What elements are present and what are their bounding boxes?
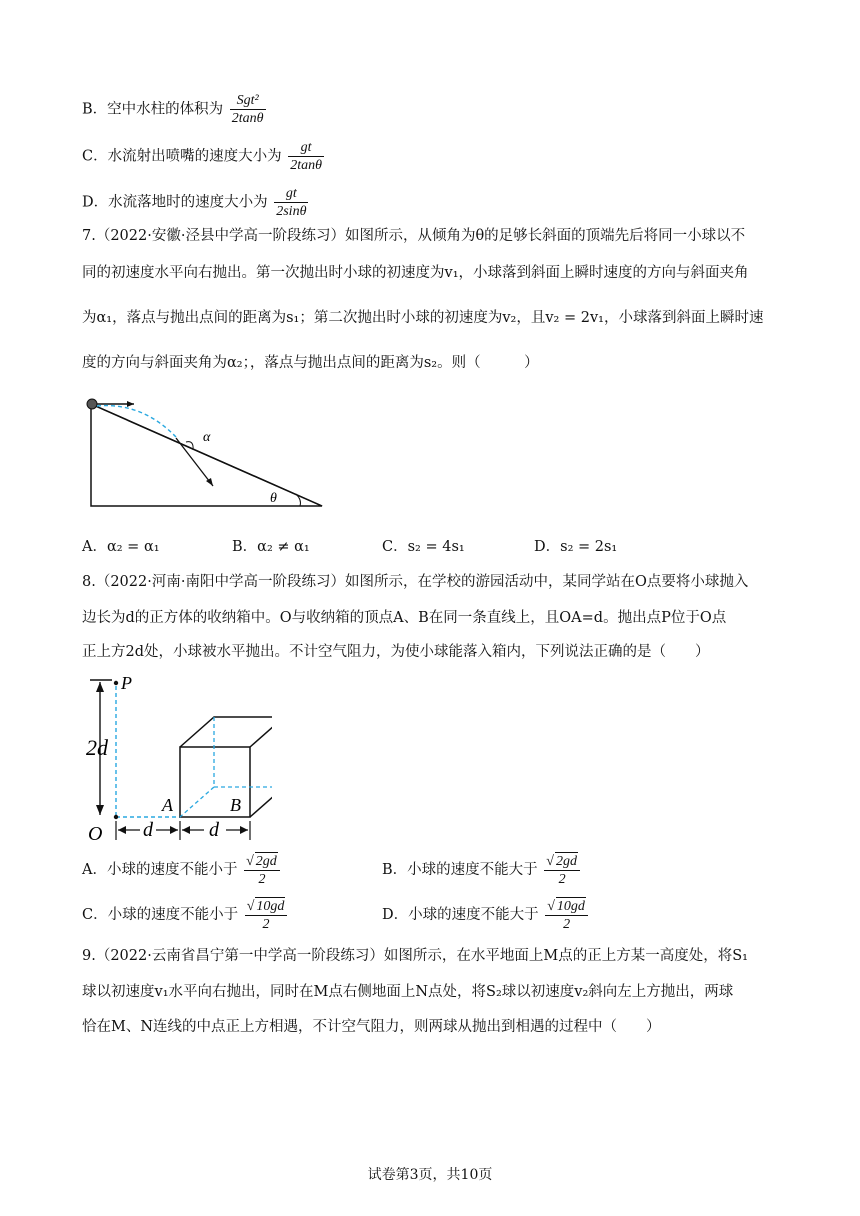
fraction: $\frac{gt}{2\tan\theta}$ <box>290 140 322 173</box>
q7-incline-figure <box>82 392 332 510</box>
option-d-q6: D．水流落地时的速度大小为 $\frac{gt}{2\sin\theta}$ <box>82 186 307 219</box>
q9-line-3: 恰在M、N连线的中点正上方相遇，不计空气阻力，则两球从抛出到相遇的过程中（ ） <box>82 1019 661 1035</box>
point-b-label: B <box>230 795 241 815</box>
option-b-q6: B．空中水柱的体积为 $\frac{\text{Sgt²}}{2\tan\theta}$ <box>82 93 264 126</box>
option-c-q6: C．水流射出喷嘴的速度大小为 $\frac{gt}{2\tan\theta}$ <box>82 140 322 173</box>
q7-line-4: 度的方向与斜面夹角为α₂；，落点与抛出点间的距离为s₂。则（ ） <box>82 355 539 371</box>
q8-option-d: D．小球的速度不能大于 $\frac{√ 10gd}{2}$ <box>382 897 590 933</box>
distance-d1-label: d <box>143 819 153 841</box>
theta-label: θ <box>270 491 277 506</box>
distance-d2-label: d <box>209 819 219 841</box>
q9-line-2: 球以初速度v₁水平向右抛出，同时在M点右侧地面上N点处，将S₂球以初速度v₂斜向左上方抛出，两球 <box>82 984 734 1000</box>
q7-line-1: 7.（2022·安徽·泾县中学高一阶段练习）如图所示，从倾角为θ的足够长斜面的顶端先后将同一小球以不 <box>82 228 746 244</box>
point-o-label: O <box>88 823 103 842</box>
point-p-label: P <box>121 673 132 693</box>
q7-line-2: 同的初速度水平向右抛出。第一次抛出时小球的初速度为v₁，小球落到斜面上瞬时速度的方向与斜面夹角 <box>82 265 749 281</box>
fraction: $\frac{gt}{2\sin\theta}$ <box>276 186 307 219</box>
q8-box-figure <box>82 670 272 842</box>
q8-option-b: B．小球的速度不能大于 $\frac{√ 2gd}{2}$ <box>382 852 582 888</box>
point-a-label: A <box>162 795 173 815</box>
q7-option-a: A．α₂ = α₁ <box>82 539 160 555</box>
alpha-label: α <box>203 430 211 445</box>
q7-line-3: 为α₁，落点与抛出点间的距离为s₁；第二次抛出时小球的初速度为v₂，且v₂ = 2v₁，小球落到斜面上瞬时速 <box>82 310 764 326</box>
q8-line-1: 8.（2022·河南·南阳中学高一阶段练习）如图所示，在学校的游园活动中，某同学站在O点要将小球抛入 <box>82 574 749 590</box>
q8-line-3: 正上方2d处，小球被水平抛出。不计空气阻力，为使小球能落入箱内，下列说法正确的是（ ） <box>82 644 710 660</box>
page-footer: 试卷第3页，共10页 <box>367 1167 493 1183</box>
q8-option-c: C．小球的速度不能小于 $\frac{√ 10gd}{2}$ <box>82 897 289 933</box>
q8-option-a: A．小球的速度不能小于 $\frac{√ 2gd}{2}$ <box>82 852 282 888</box>
q7-option-c: C．s₂ = 4s₁ <box>382 539 465 555</box>
fraction: $\frac{\text{Sgt²}}{2\tan\theta}$ <box>231 93 264 126</box>
height-label: 2d <box>86 735 108 760</box>
q9-line-1: 9.（2022·云南省昌宁第一中学高一阶段练习）如图所示，在水平地面上M点的正上方某一高度处，将S₁ <box>82 948 748 964</box>
q7-option-d: D．s₂ = 2s₁ <box>534 539 618 555</box>
q7-option-b: B．α₂ ≠ α₁ <box>232 539 310 555</box>
q8-line-2: 边长为d的正方体的收纳箱中。O与收纳箱的顶点A、B在同一条直线上，且OA=d。抛出点P位于O点 <box>82 610 727 626</box>
